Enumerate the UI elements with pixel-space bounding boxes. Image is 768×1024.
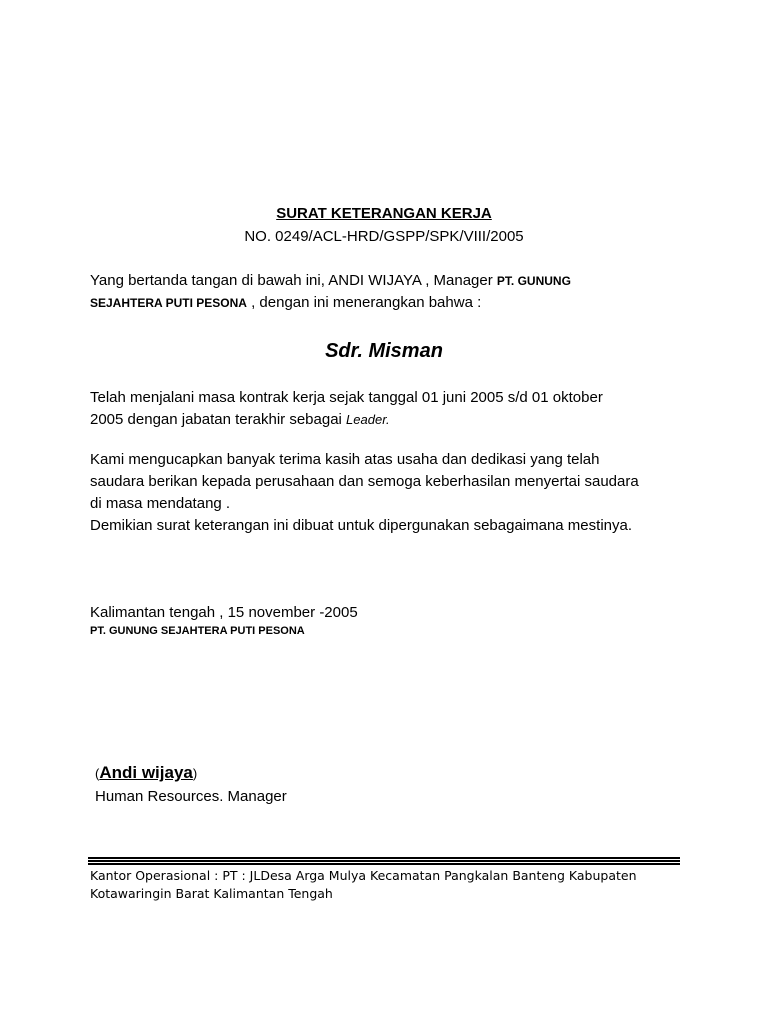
intro-company-part1: PT. GUNUNG <box>496 274 571 288</box>
intro-text: Yang bertanda tangan di bawah ini, ANDI WIJAYA , Manager <box>90 272 497 289</box>
intro-line-2 <box>90 292 481 314</box>
signer-name: Andi wijaya <box>99 763 193 782</box>
intro-line-1 <box>90 270 571 292</box>
footer-divider-middle <box>88 860 680 862</box>
paragraph-1-line-2 <box>90 409 390 430</box>
paragraph-2-line-1: Kami mengucapkan banyak terima kasih atas usaha dan dedikasi yang telah <box>90 451 600 468</box>
job-position: Leader. <box>346 412 390 427</box>
letter-title-text: SURAT KETERANGAN KERJA <box>276 205 492 222</box>
signature-name <box>95 763 197 783</box>
footer-address-line-2: Kotawaringin Barat Kalimantan Tengah <box>90 886 333 901</box>
footer-address-line-1: Kantor Operasional : PT : JLDesa Arga Mulya Kecamatan Pangkalan Banteng Kabupaten <box>90 868 637 883</box>
open-paren: ( <box>95 766 100 781</box>
place-and-date: Kalimantan tengah , 15 november -2005 <box>90 604 358 621</box>
company-name: PT. GUNUNG SEJAHTERA PUTI PESONA <box>90 625 305 637</box>
paragraph-1-text: 2005 dengan jabatan terakhir sebagai <box>90 411 347 428</box>
paragraph-2-line-4: Demikian surat keterangan ini dibuat untuk dipergunakan sebagaimana mestinya. <box>90 517 632 534</box>
signer-title: Human Resources. Manager <box>95 788 287 805</box>
intro-company-part2: SEJAHTERA PUTI PESONA <box>90 296 247 310</box>
letter-number: NO. 0249/ACL-HRD/GSPP/SPK/VIII/2005 <box>244 228 524 245</box>
employee-name: Sdr. Misman <box>325 340 443 362</box>
close-paren: ) <box>192 766 198 781</box>
paragraph-2-line-2: saudara berikan kepada perusahaan dan semoga keberhasilan menyertai saudara <box>90 473 639 490</box>
intro-text-end: , dengan ini menerangkan bahwa : <box>246 294 482 311</box>
paragraph-1-line-1: Telah menjalani masa kontrak kerja sejak tanggal 01 juni 2005 s/d 01 oktober <box>90 389 603 406</box>
footer-divider-bottom <box>88 863 680 865</box>
footer-divider-top <box>88 857 680 859</box>
paragraph-2-line-3: di masa mendatang . <box>90 495 231 512</box>
letter-title <box>0 205 768 222</box>
